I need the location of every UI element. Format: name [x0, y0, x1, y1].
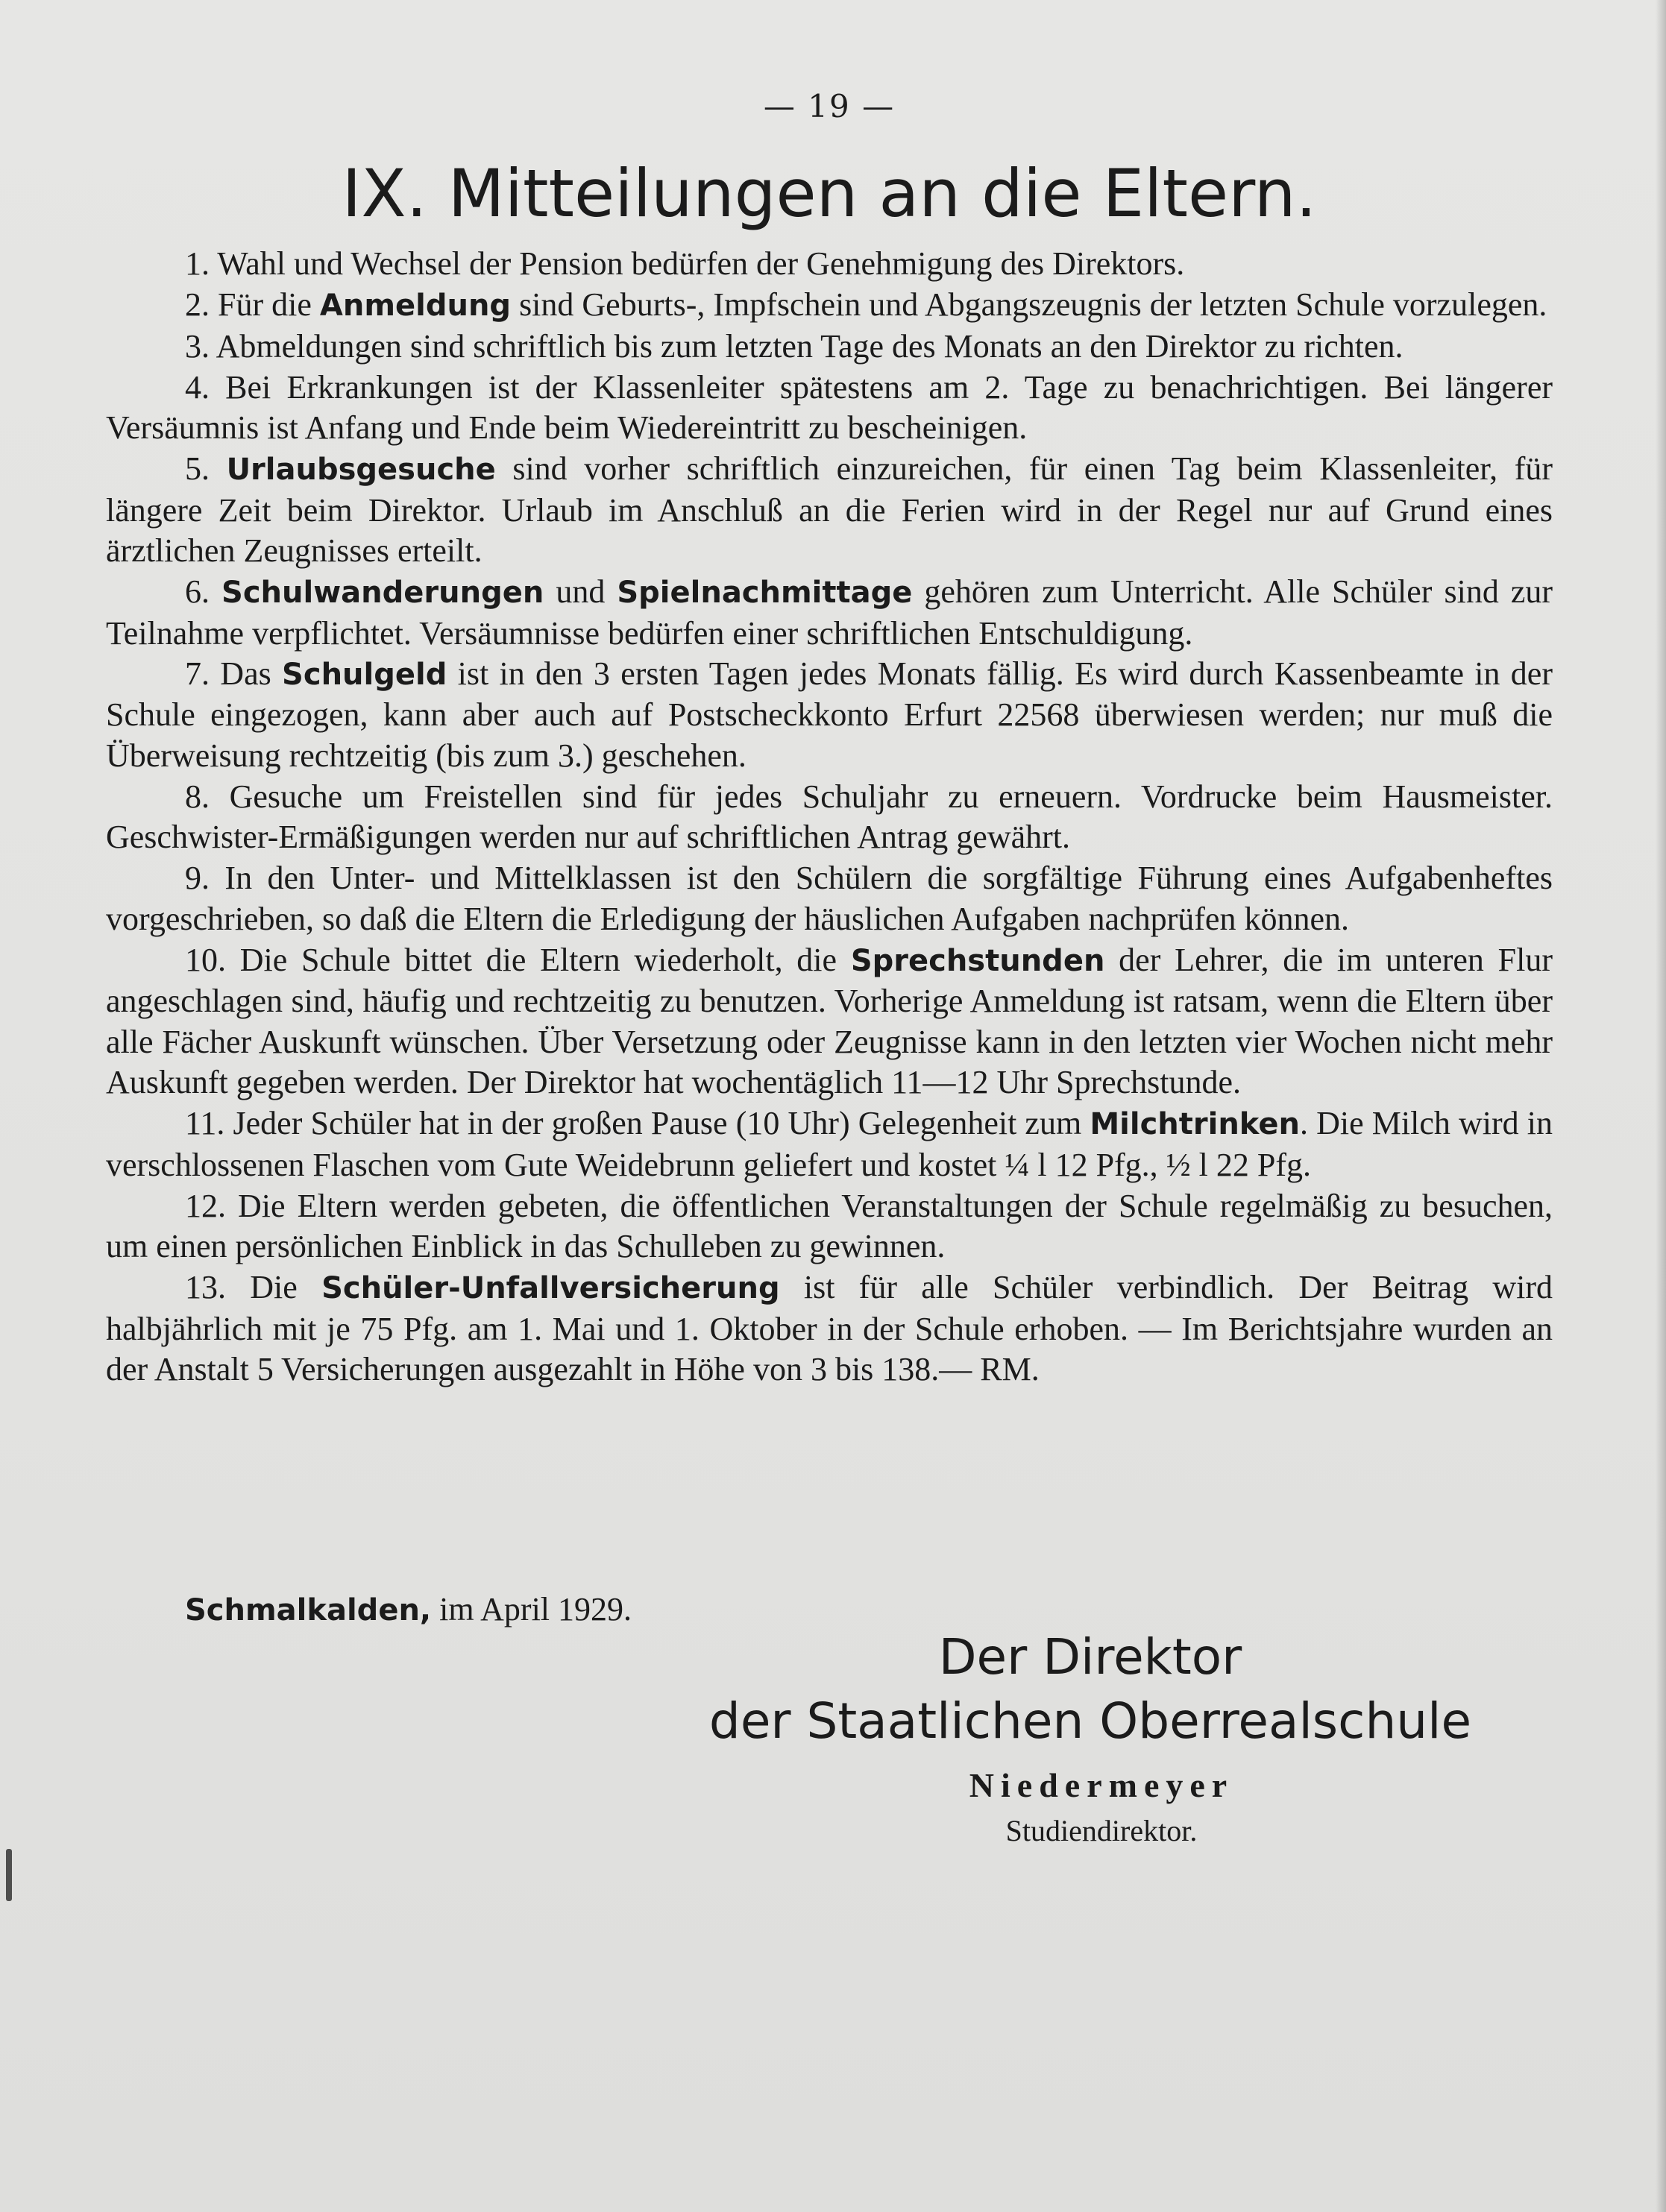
- signature-line-school: der Staatlichen Oberrealschule: [708, 1692, 1472, 1750]
- signatory-title: Studiendirektor.: [1005, 1814, 1198, 1847]
- signature-block: [673, 1625, 1508, 1855]
- notice-item-13: 13. Die Schüler-Unfallversicherung ist für alle Schüler verbindlich. Der Beitrag wird halbjährlich mit je 75 Pfg. am 1. Mai und 1. Oktober in der Schule erhoben. — Im Berichtsjahre wurden an der Anstalt 5 Versicherungen ausgezahlt in Höhe von 3 bis 138.— RM.: [106, 1269, 1553, 1388]
- notice-item-11: 11. Jeder Schüler hat in der großen Pause (10 Uhr) Gelegenheit zum Milchtrinken. Die Milch wird in verschlossenen Flaschen vom Gute Weidebrunn geliefert und kostet ¼ l 12 Pfg., ½ l 22 Pfg.: [106, 1105, 1553, 1183]
- page-edge-shadow: [1656, 0, 1666, 2212]
- margin-ink-mark: [6, 1849, 12, 1901]
- notice-item-7: 7. Das Schulgeld ist in den 3 ersten Tagen jedes Monats fällig. Es wird durch Kassenbeamte in der Schule eingezogen, kann aber auch auf Postscheckkonto Erfurt 22568 überwiesen werden; nur muß die Überweisung rechtzeitig (bis zum 3.) geschehen.: [106, 655, 1553, 774]
- notice-list: [106, 244, 1553, 1390]
- page-number: — 19 —: [763, 88, 896, 125]
- notice-item-2: 2. Für die Anmeldung sind Geburts-, Impfschein und Abgangszeugnis der letzten Schule vorzulegen.: [185, 286, 1547, 324]
- notice-item-1: 1. Wahl und Wechsel der Pension bedürfen der Genehmigung des Direktors.: [185, 245, 1185, 282]
- signatory-name: Niedermeyer: [969, 1766, 1234, 1804]
- notice-item-4: 4. Bei Erkrankungen ist der Klassenleiter spätestens am 2. Tage zu benachrichtigen. Bei längerer Versäumnis ist Anfang und Ende beim Wiedereintritt zu bescheinigen.: [106, 368, 1553, 447]
- notice-item-8: 8. Gesuche um Freistellen sind für jedes Schuljahr zu erneuern. Vordrucke beim Hausmeister. Geschwister-Ermäßigungen werden nur auf schriftlichen Antrag gewährt.: [106, 778, 1553, 856]
- notice-item-10: 10. Die Schule bittet die Eltern wiederholt, die Sprechstunden der Lehrer, die im unteren Flur angeschlagen sind, häufig und rechtzeitig zu benutzen. Vorherige Anmeldung ist ratsam, wenn die Eltern über alle Fächer Auskunft wünschen. Über Versetzung oder Zeugnisse kann in den letzten vier Wochen nicht mehr Auskunft gegeben werden. Der Direktor hat wochentäglich 11—12 Uhr Sprechstunde.: [106, 942, 1553, 1100]
- date-text: im April 1929.: [431, 1591, 632, 1628]
- notice-item-12: 12. Die Eltern werden gebeten, die öffentlichen Veranstaltungen der Schule regelmäßig zu besuchen, um einen persönlichen Einblick in das Schulleben zu gewinnen.: [106, 1187, 1553, 1265]
- section-title: IX. Mitteilungen an die Eltern.: [342, 155, 1317, 232]
- signature-line-director: Der Direktor: [938, 1628, 1242, 1686]
- notice-item-5: 5. Urlaubsgesuche sind vorher schriftlich einzureichen, für einen Tag beim Klassenleiter, für längere Zeit beim Direktor. Urlaub im Anschluß an die Ferien wird in der Regel nur auf Grund eines ärztlichen Zeugnisses erteilt.: [106, 450, 1553, 570]
- notice-item-6: 6. Schulwanderungen und Spielnachmittage gehören zum Unterricht. Alle Schüler sind zur Teilnahme verpflichtet. Versäumnisse bedürfen einer schriftlichen Entschuldigung.: [106, 573, 1553, 652]
- place-and-date: [185, 1590, 632, 1628]
- notice-item-9: 9. In den Unter- und Mittelklassen ist den Schülern die sorgfältige Führung eines Aufgabenheftes vorgeschrieben, so daß die Eltern die Erledigung der häuslichen Aufgaben nachprüfen können.: [106, 860, 1553, 937]
- notice-item-3: 3. Abmeldungen sind schriftlich bis zum letzten Tage des Monats an den Direktor zu richten.: [185, 327, 1403, 365]
- place-name: Schmalkalden,: [185, 1593, 432, 1628]
